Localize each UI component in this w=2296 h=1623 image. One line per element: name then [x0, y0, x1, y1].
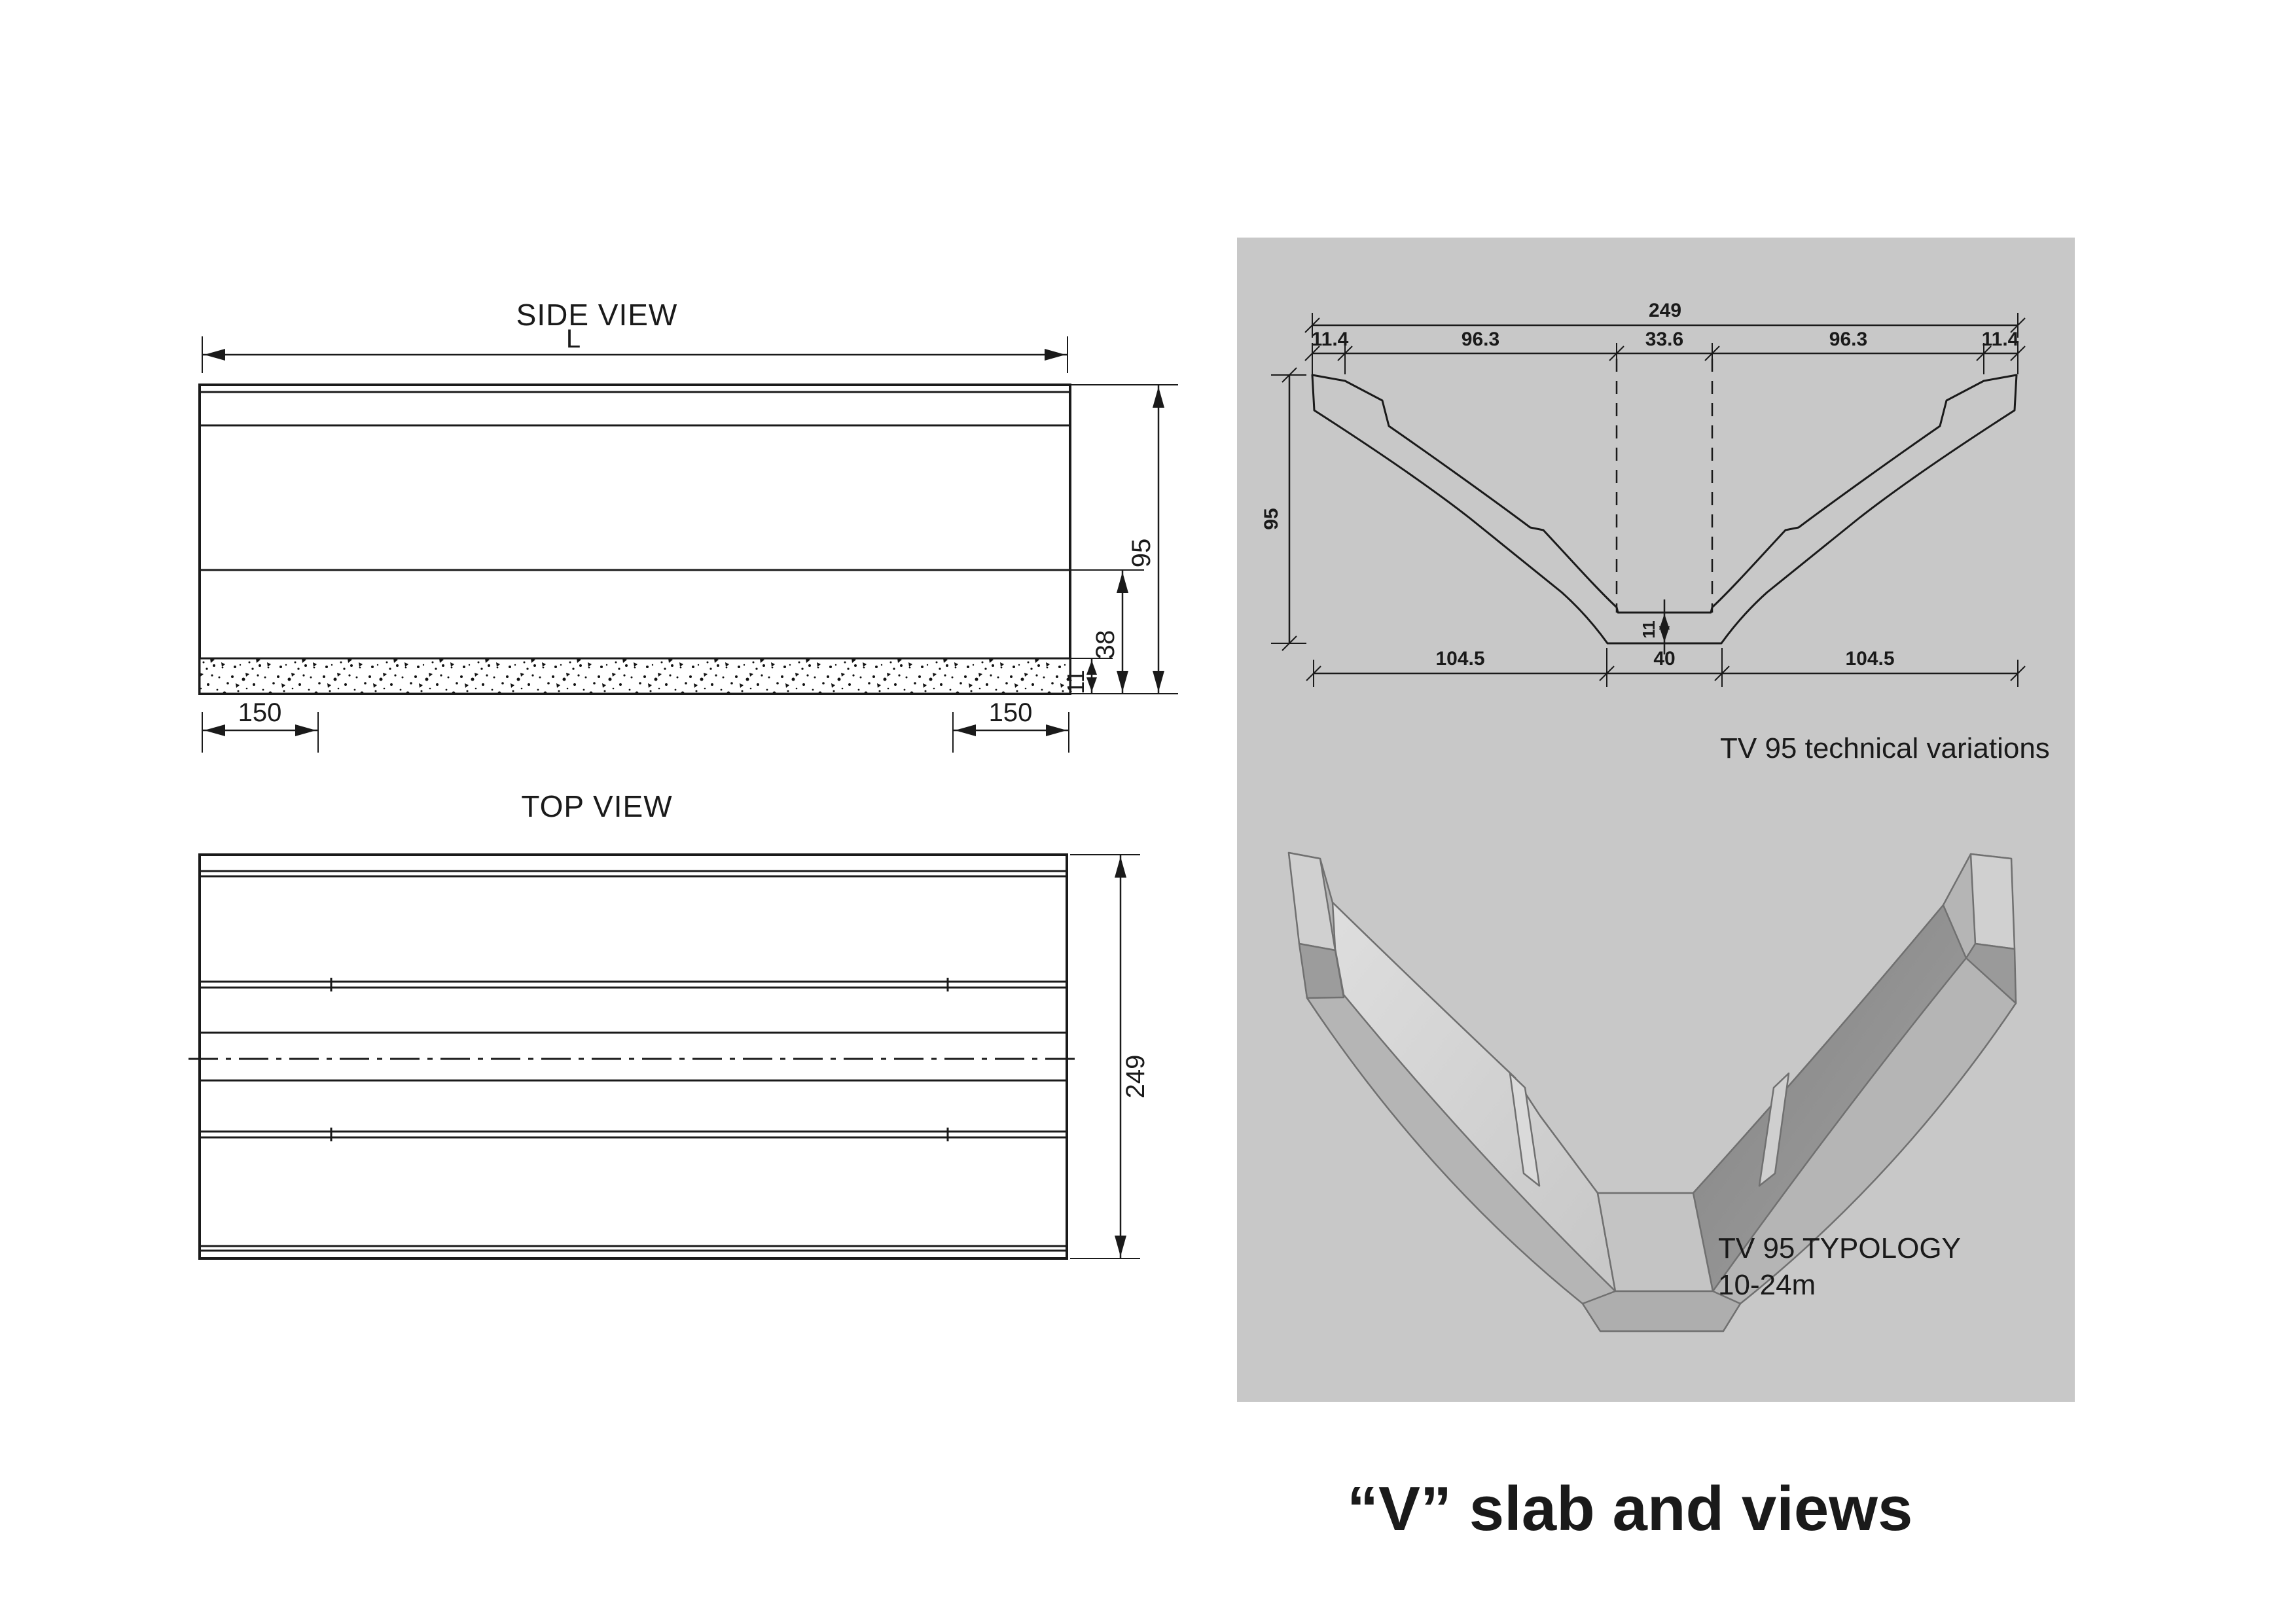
gravel-bed-hatch: [200, 658, 1070, 694]
xs-dim-95: 95: [1261, 508, 1282, 530]
dim-L-label: L: [565, 325, 581, 353]
xs-dim-96_3-left: 96.3: [1461, 329, 1500, 350]
dim-11-label: 11: [1062, 669, 1089, 694]
cross-section-caption: TV 95 technical variations: [1720, 732, 2050, 764]
side-view-end-dimensions: [202, 698, 1069, 753]
side-view: [200, 298, 1178, 753]
top-view-slab: [188, 855, 1079, 1258]
xs-dim-11_4-right: 11.4: [1981, 329, 2019, 350]
xs-dim-249: 249: [1648, 300, 1682, 321]
xs-dim-40: 40: [1653, 648, 1676, 669]
v-slab-right-end-block-top: [1971, 854, 2015, 949]
dim-249-label: 249: [1121, 1054, 1150, 1099]
xs-dim-104_5-right: 104.5: [1845, 648, 1895, 669]
xs-dim-11_4-left: 11.4: [1311, 329, 1349, 350]
xs-dim-104_5-left: 104.5: [1435, 648, 1485, 669]
dim-38-label: 38: [1091, 630, 1120, 660]
top-view-width-dimension: [1070, 855, 1150, 1258]
typology-range: 10-24m: [1718, 1269, 1816, 1301]
top-view: [188, 789, 1150, 1258]
side-view-height-dimensions: [1062, 385, 1178, 694]
side-view-length-dimension: [202, 325, 1067, 373]
dim-95-label: 95: [1127, 538, 1156, 568]
xs-dim-11: 11: [1639, 620, 1659, 639]
typology-title: TV 95 TYPOLOGY: [1718, 1232, 1961, 1264]
dim-150-right-label: 150: [988, 698, 1033, 727]
v-slab-trough-front: [1583, 1291, 1740, 1331]
dim-150-left-label: 150: [238, 698, 282, 727]
v-slab-trough-floor: [1598, 1193, 1713, 1291]
xs-dim-33_6: 33.6: [1645, 329, 1684, 350]
top-view-title: TOP VIEW: [521, 789, 673, 823]
side-view-slab: [200, 385, 1070, 694]
main-title: “V” slab and views: [1347, 1474, 1913, 1544]
side-view-title: SIDE VIEW: [516, 298, 678, 332]
xs-dim-96_3-right: 96.3: [1829, 329, 1868, 350]
